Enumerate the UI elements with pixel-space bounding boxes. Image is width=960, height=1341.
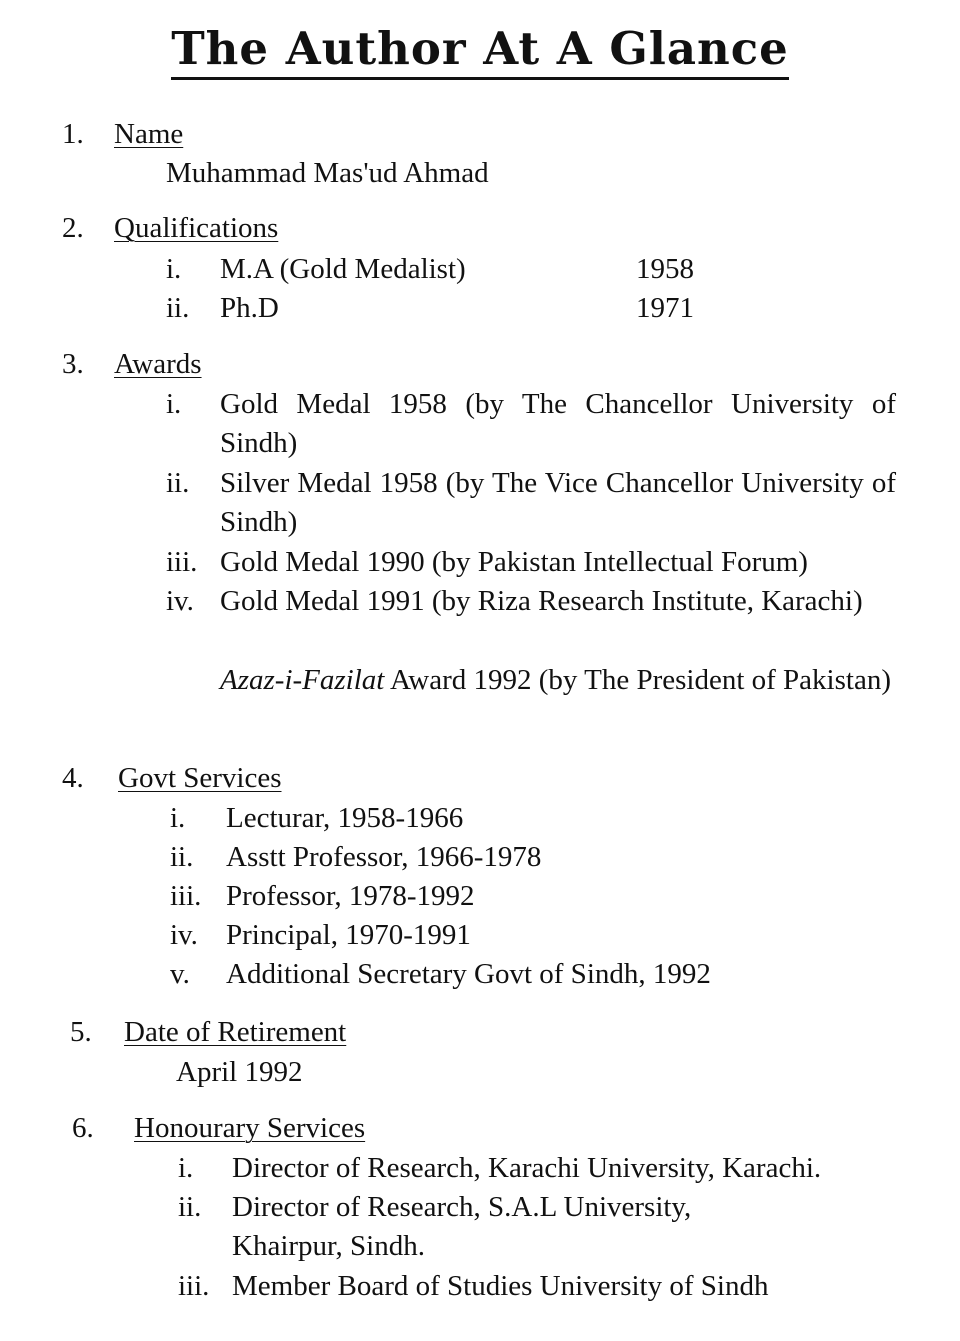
qualification-year: 1958 bbox=[636, 253, 694, 285]
govt-numeral: i. bbox=[170, 802, 186, 834]
section-heading-retirement: Date of Retirement bbox=[124, 1016, 347, 1048]
qualification-text: Ph.D bbox=[220, 292, 279, 324]
qualification-text: M.A (Gold Medalist) bbox=[220, 253, 466, 285]
section-number-awards: 3. bbox=[62, 348, 84, 380]
govt-text: Lecturar, 1958-1966 bbox=[226, 802, 464, 834]
page-title bbox=[0, 22, 960, 75]
qualification-numeral: ii. bbox=[166, 292, 190, 324]
award-numeral: iii. bbox=[166, 546, 198, 578]
award-numeral: ii. bbox=[166, 467, 190, 499]
honourary-text: Director of Research, S.A.L University, Khairpur, Sindh. bbox=[232, 1191, 692, 1262]
award-extra-rest: Award 1992 (by The President of Pakistan) bbox=[384, 664, 891, 696]
name-value: Muhammad Mas'ud Ahmad bbox=[166, 157, 489, 189]
award-numeral: i. bbox=[166, 388, 182, 420]
honourary-numeral: iii. bbox=[178, 1270, 210, 1302]
honourary-text: Member Board of Studies University of Sindh bbox=[232, 1270, 769, 1302]
govt-text: Additional Secretary Govt of Sindh, 1992 bbox=[226, 958, 711, 990]
honourary-numeral: i. bbox=[178, 1152, 194, 1184]
govt-numeral: iii. bbox=[170, 880, 202, 912]
award-extra-italic: Azaz-i-Fazilat bbox=[220, 664, 385, 696]
section-heading-awards: Awards bbox=[114, 348, 202, 380]
govt-numeral: ii. bbox=[170, 841, 194, 873]
award-text: Gold Medal 1958 (by The Chancellor University of Sindh) bbox=[220, 388, 896, 459]
section-heading-govt: Govt Services bbox=[118, 762, 282, 794]
award-numeral: iv. bbox=[166, 585, 194, 617]
award-text: Gold Medal 1990 (by Pakistan Intellectual Forum) bbox=[220, 546, 808, 578]
section-number-retirement: 5. bbox=[70, 1016, 92, 1048]
govt-numeral: iv. bbox=[170, 919, 198, 951]
honourary-numeral: ii. bbox=[178, 1191, 202, 1223]
page-title-text: The Author At A Glance bbox=[171, 22, 789, 80]
award-text: Gold Medal 1991 (by Riza Research Institute, Karachi) bbox=[220, 585, 863, 617]
section-number-honourary: 6. bbox=[72, 1112, 94, 1144]
section-heading-name: Name bbox=[114, 118, 184, 150]
govt-numeral: v. bbox=[170, 958, 190, 990]
govt-text: Asstt Professor, 1966-1978 bbox=[226, 841, 542, 873]
govt-text: Professor, 1978-1992 bbox=[226, 880, 475, 912]
award-extra bbox=[220, 661, 896, 700]
section-number-qualifications: 2. bbox=[62, 212, 84, 244]
retirement-value: April 1992 bbox=[176, 1056, 303, 1088]
honourary-text: Director of Research, Karachi University, Karachi. bbox=[232, 1152, 822, 1184]
qualification-year: 1971 bbox=[636, 292, 694, 324]
section-heading-qualifications: Qualifications bbox=[114, 212, 279, 244]
section-number-name: 1. bbox=[62, 118, 84, 150]
govt-text: Principal, 1970-1991 bbox=[226, 919, 471, 951]
qualification-numeral: i. bbox=[166, 253, 182, 285]
section-heading-honourary: Honourary Services bbox=[134, 1112, 366, 1144]
award-text: Silver Medal 1958 (by The Vice Chancellor University of Sindh) bbox=[220, 467, 896, 538]
section-number-govt: 4. bbox=[62, 762, 84, 794]
